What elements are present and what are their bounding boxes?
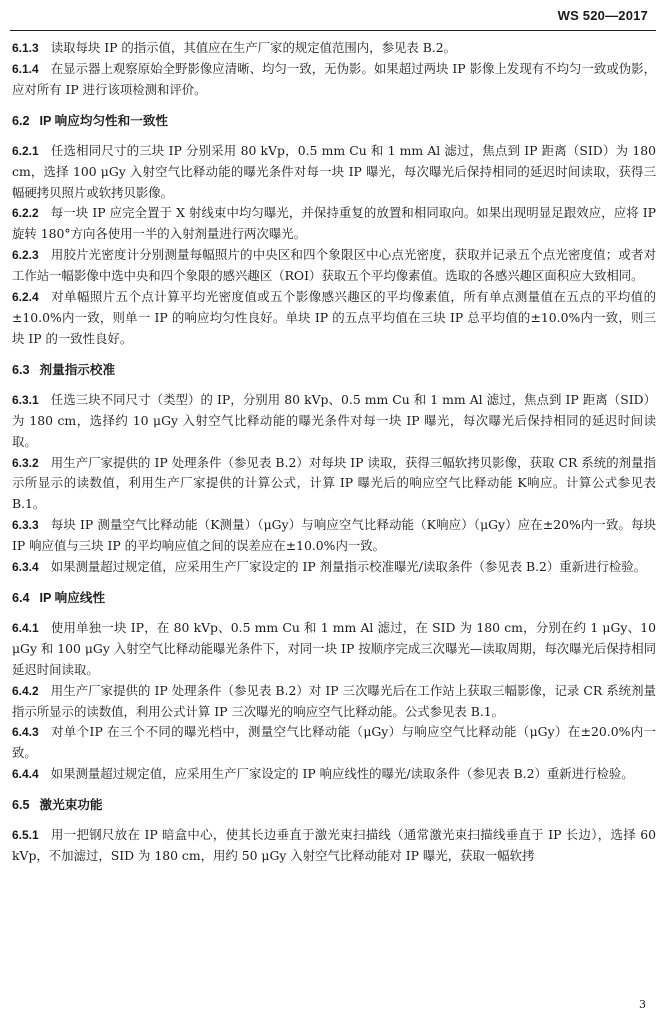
section-title: 剂量指示校准	[39, 362, 116, 377]
clause-paragraph	[12, 141, 656, 204]
clause-number: 6.2.1	[12, 143, 39, 158]
clause-paragraph	[12, 515, 656, 557]
clause-paragraph	[12, 618, 656, 681]
clause-paragraph	[12, 390, 656, 453]
clause-paragraph	[12, 681, 656, 723]
clause-paragraph	[12, 722, 656, 764]
clause-text: 使用单独一块 IP，在 80 kVp、0.5 mm Cu 和 1 mm Al 滤过，在 SID 为 180 cm，分别在约 1 μGy、10 μGy 和 100 μGy 入射空气比释动能曝光条件下，对同一块 IP 按顺序完成三次曝光—读取周期，每次曝光后保持相同延迟时间读取。	[12, 619, 656, 677]
clause-paragraph	[12, 59, 656, 101]
clause-text: 任选三块不同尺寸（类型）的 IP，分别用 80 kVp、0.5 mm Cu 和 1 mm Al 滤过，焦点到 IP 距离（SID）为 180 cm，选择约 10 μGy 入射空气比释动能的曝光条件对每一块 IP 曝光，每次曝光后保持相同的延迟时间读取。	[12, 391, 656, 449]
clause-text: 用生产厂家提供的 IP 处理条件（参见表 B.2）对每块 IP 读取，获得三幅软拷贝影像，获取 CR 系统的剂量指示所显示的读数值，利用生产厂家提供的计算公式，计算 IP 曝光后的响应空气比释动能 K响应。计算公式参见表 B.1。	[12, 454, 656, 512]
clause-text: 对单幅照片五个点计算平均光密度值或五个影像感兴趣区的平均像素值，所有单点测量值在五点的平均值的±10.0%内一致，则单一 IP 的响应均匀性良好。单块 IP 的五点平均值在三块 IP 总平均值的±10.0%内一致，则三块 IP 的一致性良好。	[12, 289, 656, 346]
section-title: IP 响应均匀性和一致性	[39, 113, 169, 128]
section-heading	[12, 795, 656, 815]
clause-number: 6.4.4	[12, 767, 39, 782]
clause-text: 用一把钢尺放在 IP 暗盒中心，使其长边垂直于激光束扫描线（通常激光束扫描线垂直于 IP 长边），选择 60 kVp，不加滤过，SID 为 180 cm，用约 50 μGy 入射空气比释动能对 IP 曝光，获取一幅软拷	[12, 827, 656, 864]
clause-text: 任选相同尺寸的三块 IP 分别采用 80 kVp，0.5 mm Cu 和 1 mm Al 滤过，焦点到 IP 距离（SID）为 180 cm，选择 100 μGy 入射空气比释动能的曝光条件对每一块 IP 曝光，每次曝光后保持相同的延迟时间读取，获得三幅硬拷贝照片或软拷贝影像。	[12, 142, 656, 200]
header-rule	[10, 30, 656, 31]
clause-number: 6.4.1	[12, 620, 39, 635]
clause-number: 6.3	[12, 362, 30, 377]
clause-number: 6.1.4	[12, 61, 39, 76]
clause-paragraph	[12, 245, 656, 287]
clause-number: 6.2	[12, 113, 30, 128]
clause-text: 用胶片光密度计分别测量每幅照片的中央区和四个象限区中心点光密度，获取并记录五个点光密度值；或者对工作站一幅影像中选中央和四个象限的感兴趣区（ROI）获取五个平均像素值。选取的各感兴趣区面积应大致相同。	[12, 247, 656, 284]
clause-number: 6.3.2	[12, 455, 39, 470]
clause-paragraph	[12, 825, 656, 867]
clause-text: 如果测量超过规定值，应采用生产厂家设定的 IP 剂量指示校准曝光/读取条件（参见表 B.2）重新进行检验。	[50, 559, 647, 575]
clause-number: 6.5	[12, 798, 30, 813]
clause-paragraph	[12, 557, 656, 578]
clause-number: 6.4	[12, 590, 30, 605]
clause-number: 6.3.3	[12, 518, 39, 533]
clause-number: 6.2.4	[12, 290, 39, 305]
clause-number: 6.2.2	[12, 206, 39, 221]
clause-paragraph	[12, 203, 656, 245]
section-heading	[12, 111, 656, 131]
page-number: 3	[639, 998, 646, 1011]
clause-paragraph	[12, 764, 656, 785]
clause-text: 如果测量超过规定值，应采用生产厂家设定的 IP 响应线性的曝光/读取条件（参见表 B.2）重新进行检验。	[50, 766, 634, 782]
section-title: 激光束功能	[39, 798, 103, 813]
standard-code: WS 520—2017	[557, 8, 648, 23]
clause-number: 6.1.3	[12, 41, 39, 55]
clause-number: 6.4.2	[12, 683, 39, 698]
clause-number: 6.2.3	[12, 248, 39, 263]
clause-text: 每块 IP 测量空气比释动能（K测量）（μGy）与响应空气比释动能（K响应）（μGy）应在±20%内一致。每块 IP 响应值与三块 IP 的平均响应值之间的误差应在±10.0%内一致。	[12, 517, 656, 554]
clause-number: 6.3.4	[12, 560, 39, 575]
clause-number: 6.4.3	[12, 725, 39, 740]
clause-text: 每一块 IP 应完全置于 X 射线束中均匀曝光，并保持重复的放置和相同取向。如果出现明显足跟效应，应将 IP 旋转 180°方向各使用一半的入射剂量进行两次曝光。	[12, 205, 656, 242]
clause-paragraph	[12, 453, 656, 516]
clause-text: 在显示器上观察原始全野影像应清晰、均匀一致，无伪影。如果超过两块 IP 影像上发现有不均匀一致或伪影，应对所有 IP 进行该项检测和评价。	[12, 60, 656, 97]
clause-paragraph	[12, 38, 656, 59]
section-heading	[12, 360, 656, 380]
clause-number: 6.5.1	[12, 828, 39, 843]
clause-paragraph	[12, 287, 656, 350]
section-title: IP 响应线性	[39, 590, 106, 605]
clause-number: 6.3.1	[12, 392, 39, 407]
document-body	[12, 38, 656, 867]
clause-text: 读取每块 IP 的指示值，其值应在生产厂家的规定值范围内，参见表 B.2。	[50, 40, 457, 55]
clause-text: 对单个IP 在三个不同的曝光档中，测量空气比释动能（μGy）与响应空气比释动能（μGy）在±20.0%内一致。	[12, 724, 656, 761]
clause-text: 用生产厂家提供的 IP 处理条件（参见表 B.2）对 IP 三次曝光后在工作站上获取三幅影像，记录 CR 系统剂量指示所显示的读数值，利用公式计算 IP 三次曝光的响应空气比释动能。公式参见表 B.1。	[12, 682, 656, 719]
section-heading	[12, 588, 656, 608]
